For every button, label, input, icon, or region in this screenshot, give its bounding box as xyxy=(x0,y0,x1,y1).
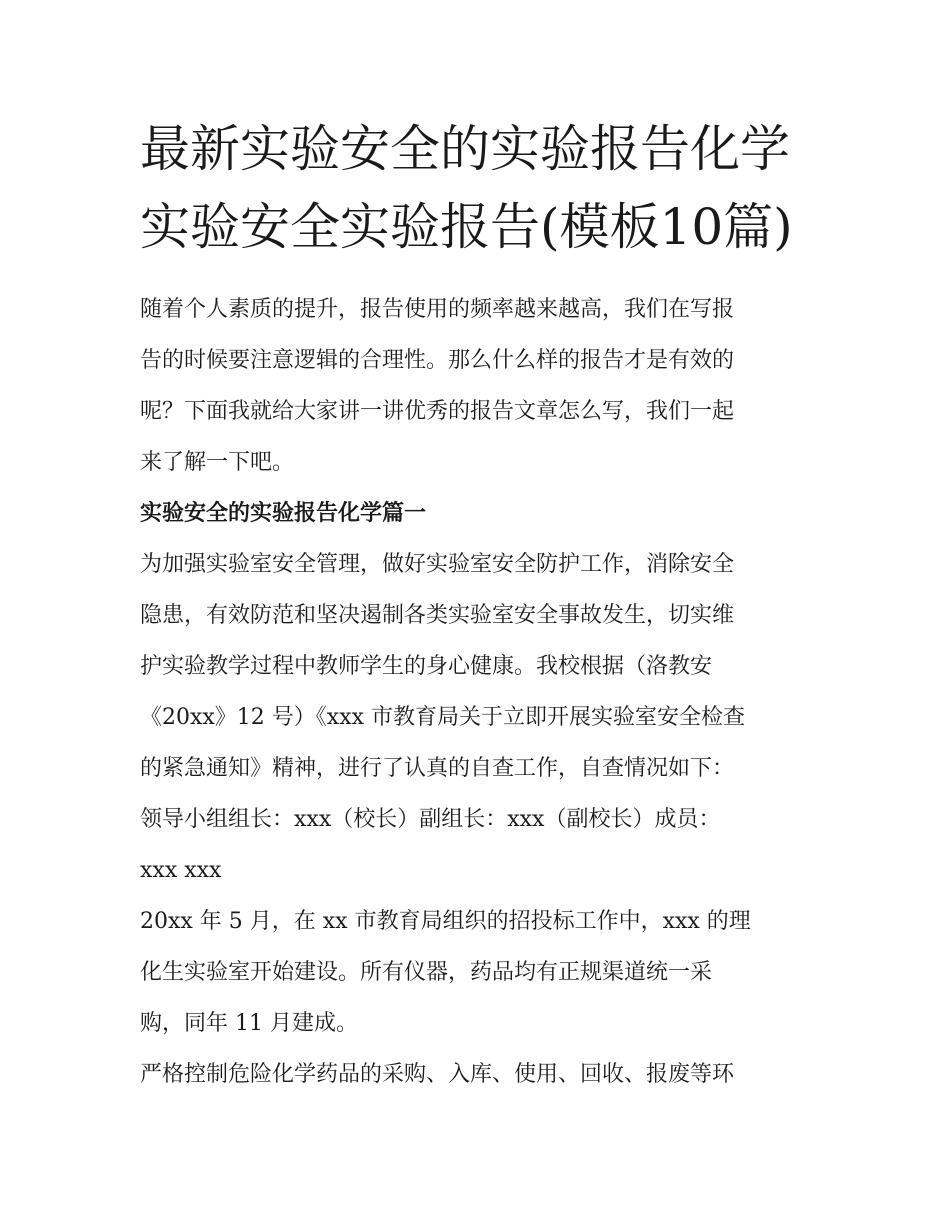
intro-line-3: 呢？下面我就给大家讲一讲优秀的报告文章怎么写，我们一起 xyxy=(140,399,735,424)
document-page xyxy=(140,110,820,1100)
paragraph-1-line-3: 护实验教学过程中教师学生的身心健康。我校根据（洛教安 xyxy=(140,654,713,679)
paragraph-3-line-1: 20xx 年 5 月，在 xx 市教育局组织的招投标工作中，xxx 的理 xyxy=(140,909,751,934)
paragraph-3-line-3: 购，同年 11 月建成。 xyxy=(140,1011,358,1036)
paragraph-3-line-2: 化生实验室开始建设。所有仪器，药品均有正规渠道统一采 xyxy=(140,960,713,985)
paragraph-1-line-4: 《20xx》12 号）《xxx 市教育局关于立即开展实验室安全检查 xyxy=(140,705,746,730)
document-body xyxy=(140,284,820,1100)
title-line-2: 实验安全实验报告(模板10篇) xyxy=(140,198,793,256)
paragraph-1-line-2: 隐患，有效防范和坚决遏制各类实验室安全事故发生，切实维 xyxy=(140,603,735,628)
intro-line-1: 随着个人素质的提升，报告使用的频率越来越高，我们在写报 xyxy=(140,297,735,322)
paragraph-4-line-1: 严格控制危险化学药品的采购、入库、使用、回收、报废等环 xyxy=(140,1062,735,1087)
paragraph-3 xyxy=(140,896,820,1049)
paragraph-4 xyxy=(140,1049,820,1100)
paragraph-1 xyxy=(140,539,820,794)
paragraph-2-line-1: 领导小组组长：xxx（校长）副组长：xxx（副校长）成员： xyxy=(140,807,721,832)
intro-line-2: 告的时候要注意逻辑的合理性。那么什么样的报告才是有效的 xyxy=(140,348,735,373)
paragraph-1-line-1: 为加强实验室安全管理，做好实验室安全防护工作，消除安全 xyxy=(140,552,735,577)
document-title xyxy=(140,110,820,266)
paragraph-2-line-2: xxx xxx xyxy=(140,858,222,883)
paragraph-2 xyxy=(140,794,820,896)
title-line-1: 最新实验安全的实验报告化学 xyxy=(140,120,790,178)
intro-line-4: 来了解一下吧。 xyxy=(140,450,295,475)
intro-paragraph xyxy=(140,284,820,488)
paragraph-1-line-5: 的紧急通知》精神，进行了认真的自查工作，自查情况如下： xyxy=(140,756,735,781)
section-heading: 实验安全的实验报告化学篇一 xyxy=(140,500,427,526)
